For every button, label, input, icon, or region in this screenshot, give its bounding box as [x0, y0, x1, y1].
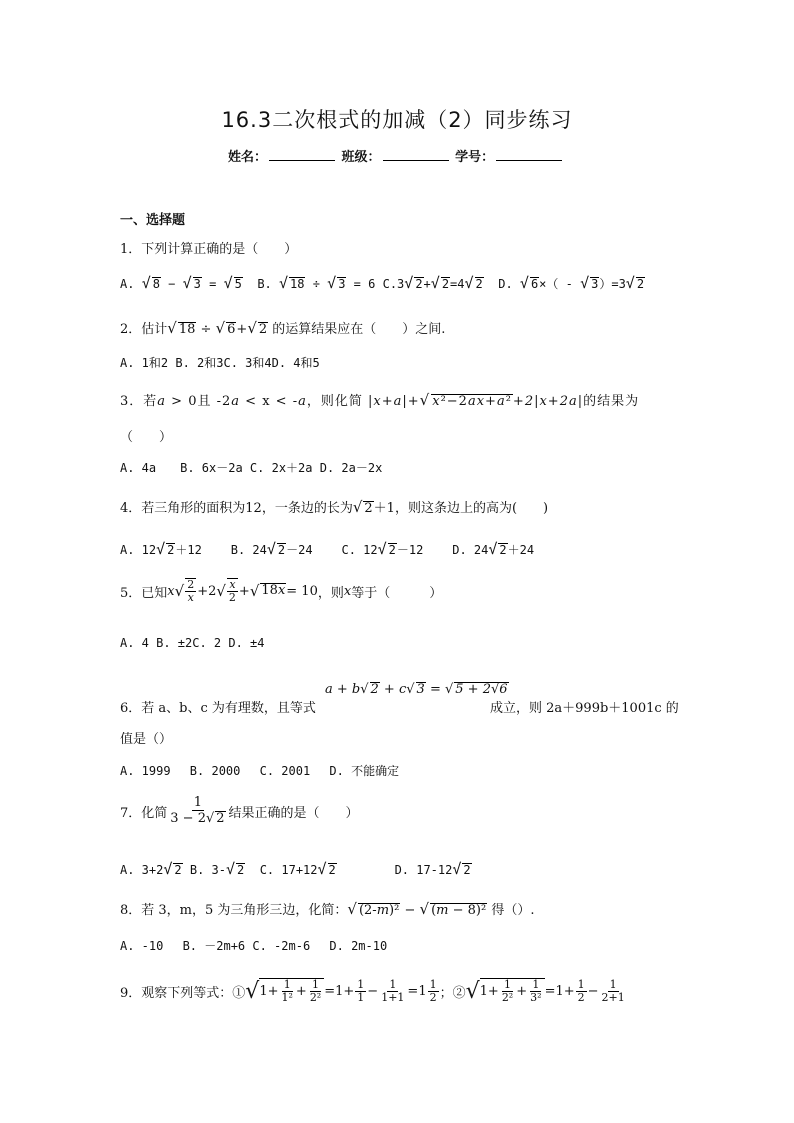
- question-4-stem: 4．若三角形的面积为12，一条边的长为√ 2＋1，则这条边上的高为( ): [120, 498, 549, 516]
- class-blank[interactable]: [383, 150, 449, 161]
- id-blank[interactable]: [496, 150, 562, 161]
- section-heading: 一、选择题: [120, 213, 186, 228]
- question-5-stem: 5．已知 x √ $\frac{2}{x}$ +2 √ $\frac{x}{2}$ + √ 18x = 10 ，则 x 等于（ ）: [120, 578, 443, 605]
- question-7-stem: 7．化简 $\frac{1}{3 - 2√ 2}$ 结果正确的是（ ）: [120, 795, 359, 827]
- question-6-options: A. 1999 B. 2000 C. 2001 D. 不能确定: [120, 764, 400, 778]
- question-5-options: A. 4 B. ±2C. 2 D. ±4: [120, 636, 265, 650]
- question-2-options: A. 1和2 B. 2和3C. 3和4D. 4和5: [120, 356, 320, 370]
- page-title: 16.3二次根式的加减（2）同步练习: [221, 108, 573, 132]
- question-3-paren: （ ）: [120, 430, 173, 445]
- name-blank[interactable]: [269, 150, 335, 161]
- question-2-stem: 2．估计√ 18 ÷ √ 6+√ 2 的运算结果应在（ ）之间.: [120, 319, 446, 337]
- question-4-options: A. 12√ 2＋12 B. 24√ 2－24 C. 12√ 2－12 D. 24√ 2＋24: [120, 540, 535, 558]
- question-3-stem: 3．若a > 0且 -2a < x < -a，则化简 |x+a|+√ x²−2ax+a²+2|x+2a|的结果为: [120, 391, 640, 409]
- id-label: 学号：: [455, 150, 495, 165]
- class-label: 班级：: [341, 150, 381, 165]
- question-1-options: A. √ 8 − √ 3 = √ 5 B. √ 18 ÷ √ 3 = 6 C.3√ 2+√ 2=4√ 2 D. √ 6×（ - √ 3）=3√ 2: [120, 274, 645, 292]
- student-info: [228, 146, 564, 165]
- question-8-options: A. -10 B. －2m+6 C. -2m-6 D. 2m-10: [120, 939, 388, 953]
- question-6-stem: 6．若 a、b、c 为有理数，且等式: [120, 701, 316, 716]
- question-8-stem: 8．若 3，m，5 为三角形三边，化简：√ (2-m)² − √ (m − 8)² 得（）.: [120, 900, 535, 918]
- question-6-line2: 值是（）: [120, 732, 173, 747]
- question-9-stem: 9．观察下列等式：① √ 1+ $\frac{1}{\text{1²}}$ + $\frac{1}{\text{2²}}$ =1+ $\frac{1}{1}$ − $\frac{1}{1+1}$ =1 $\frac{1}{2}$ ；② √ 1+ $\frac{1}{\text{2²}}$ + $\frac{1}{\text{3²}}$ =1+ $\frac{1}{2}$ − $\frac{1}{2+1}$: [120, 977, 625, 1005]
- name-label: 姓名：: [228, 150, 268, 165]
- question-1-stem: 1．下列计算正确的是（ ）: [120, 242, 298, 257]
- question-7-options: A. 3+2√ 2 B. 3-√ 2 C. 17+12√ 2 D. 17-12√ 2: [120, 860, 471, 878]
- question-6-equation: a + b√ 2 + c√ 3 = √ 5 + 2√6: [325, 682, 508, 697]
- question-6-post: 成立，则 2a＋999b＋1001c 的: [490, 701, 679, 716]
- question-3-options: A. 4a B. 6x－2a C. 2x＋2a D. 2a－2x: [120, 461, 383, 475]
